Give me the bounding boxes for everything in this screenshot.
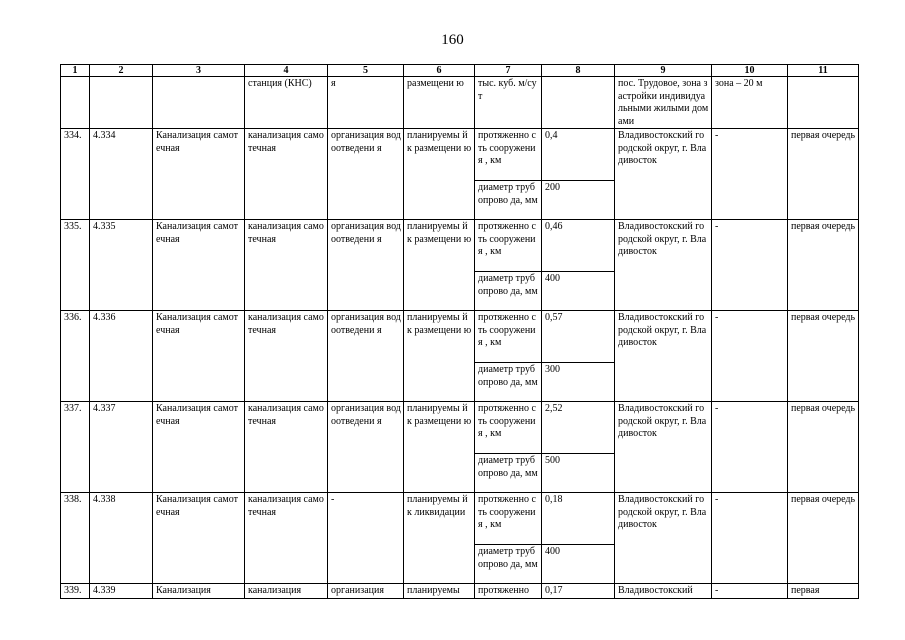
page-number: 160 [441, 32, 464, 48]
param-value: 400 [542, 272, 615, 311]
zone-value: - [712, 220, 788, 311]
object-location: Владивостокский городской округ, г. Владивосток [615, 402, 712, 493]
stage-value: первая очередь [788, 493, 859, 584]
object-name: Канализация самотечная [153, 220, 245, 311]
param-label: диаметр трубопрово да, мм [475, 454, 542, 493]
object-type: канализация самотечная [245, 402, 328, 493]
param-label: протяженно сть сооружения , км [475, 402, 542, 454]
row-number: 335. [61, 220, 90, 311]
object-name: Канализация самотечная [153, 129, 245, 220]
col-header: 1 [61, 65, 90, 77]
cell: Владивостокский [615, 584, 712, 599]
cell [542, 77, 615, 129]
object-status: планируемы й к размещени ю [404, 402, 475, 493]
object-code: 4.337 [90, 402, 153, 493]
object-purpose: - [328, 493, 404, 584]
param-value: 0,57 [542, 311, 615, 363]
param-value: 200 [542, 181, 615, 220]
cell: тыс. куб. м/сут [475, 77, 542, 129]
row-number: 337. [61, 402, 90, 493]
cell: первая [788, 584, 859, 599]
col-header: 2 [90, 65, 153, 77]
cell: 4.339 [90, 584, 153, 599]
object-code: 4.335 [90, 220, 153, 311]
object-name: Канализация самотечная [153, 402, 245, 493]
param-value: 400 [542, 545, 615, 584]
object-type: канализация самотечная [245, 129, 328, 220]
col-header: 8 [542, 65, 615, 77]
object-code: 4.334 [90, 129, 153, 220]
cell: 339. [61, 584, 90, 599]
col-header: 10 [712, 65, 788, 77]
cell: - [712, 584, 788, 599]
object-status: планируемы й к ликвидации [404, 493, 475, 584]
row-number: 338. [61, 493, 90, 584]
col-header: 4 [245, 65, 328, 77]
cell: протяженно [475, 584, 542, 599]
cell: организация [328, 584, 404, 599]
row-number: 336. [61, 311, 90, 402]
cell: размещени ю [404, 77, 475, 129]
table-row [61, 584, 859, 599]
param-label: протяженно сть сооружения , км [475, 220, 542, 272]
cell [61, 77, 90, 129]
cell: Канализация [153, 584, 245, 599]
zone-value: - [712, 311, 788, 402]
cell: зона – 20 м [712, 77, 788, 129]
param-label: диаметр трубопрово да, мм [475, 272, 542, 311]
col-header: 6 [404, 65, 475, 77]
cell: 0,17 [542, 584, 615, 599]
object-purpose: организация водоотведени я [328, 402, 404, 493]
param-value: 0,46 [542, 220, 615, 272]
object-status: планируемы й к размещени ю [404, 220, 475, 311]
param-label: диаметр трубопрово да, мм [475, 363, 542, 402]
object-location: Владивостокский городской округ, г. Владивосток [615, 220, 712, 311]
cell: пос. Трудовое, зона застройки индивидуальными жилыми домами [615, 77, 712, 129]
object-location: Владивостокский городской округ, г. Владивосток [615, 311, 712, 402]
cell [788, 77, 859, 129]
col-header: 3 [153, 65, 245, 77]
cell: я [328, 77, 404, 129]
object-purpose: организация водоотведени я [328, 129, 404, 220]
object-code: 4.336 [90, 311, 153, 402]
param-value: 0,4 [542, 129, 615, 181]
param-label: протяженно сть сооружения , км [475, 129, 542, 181]
cell [90, 77, 153, 129]
object-location: Владивостокский городской округ, г. Владивосток [615, 493, 712, 584]
object-type: канализация самотечная [245, 311, 328, 402]
table-row [61, 402, 859, 454]
stage-value: первая очередь [788, 129, 859, 220]
param-label: протяженно сть сооружения , км [475, 311, 542, 363]
object-name: Канализация самотечная [153, 311, 245, 402]
register-table [60, 64, 859, 599]
object-purpose: организация водоотведени я [328, 220, 404, 311]
object-type: канализация самотечная [245, 220, 328, 311]
header-row [61, 65, 859, 77]
stage-value: первая очередь [788, 220, 859, 311]
stage-value: первая очередь [788, 402, 859, 493]
zone-value: - [712, 493, 788, 584]
table-row [61, 311, 859, 363]
param-label: протяженно сть сооружения , км [475, 493, 542, 545]
zone-value: - [712, 129, 788, 220]
zone-value: - [712, 402, 788, 493]
object-name: Канализация самотечная [153, 493, 245, 584]
object-status: планируемы й к размещени ю [404, 129, 475, 220]
object-location: Владивостокский городской округ, г. Владивосток [615, 129, 712, 220]
continuation-row [61, 77, 859, 129]
cell: канализация [245, 584, 328, 599]
param-value: 300 [542, 363, 615, 402]
object-type: канализация самотечная [245, 493, 328, 584]
param-value: 2,52 [542, 402, 615, 454]
object-purpose: организация водоотведени я [328, 311, 404, 402]
col-header: 9 [615, 65, 712, 77]
cell [153, 77, 245, 129]
object-status: планируемы й к размещени ю [404, 311, 475, 402]
row-number: 334. [61, 129, 90, 220]
table-row [61, 129, 859, 181]
stage-value: первая очередь [788, 311, 859, 402]
param-value: 500 [542, 454, 615, 493]
param-label: диаметр трубопрово да, мм [475, 181, 542, 220]
table-row [61, 493, 859, 545]
param-value: 0,18 [542, 493, 615, 545]
table-row [61, 220, 859, 272]
cell: станция (КНС) [245, 77, 328, 129]
cell: планируемы [404, 584, 475, 599]
col-header: 11 [788, 65, 859, 77]
object-code: 4.338 [90, 493, 153, 584]
param-label: диаметр трубопрово да, мм [475, 545, 542, 584]
col-header: 7 [475, 65, 542, 77]
col-header: 5 [328, 65, 404, 77]
